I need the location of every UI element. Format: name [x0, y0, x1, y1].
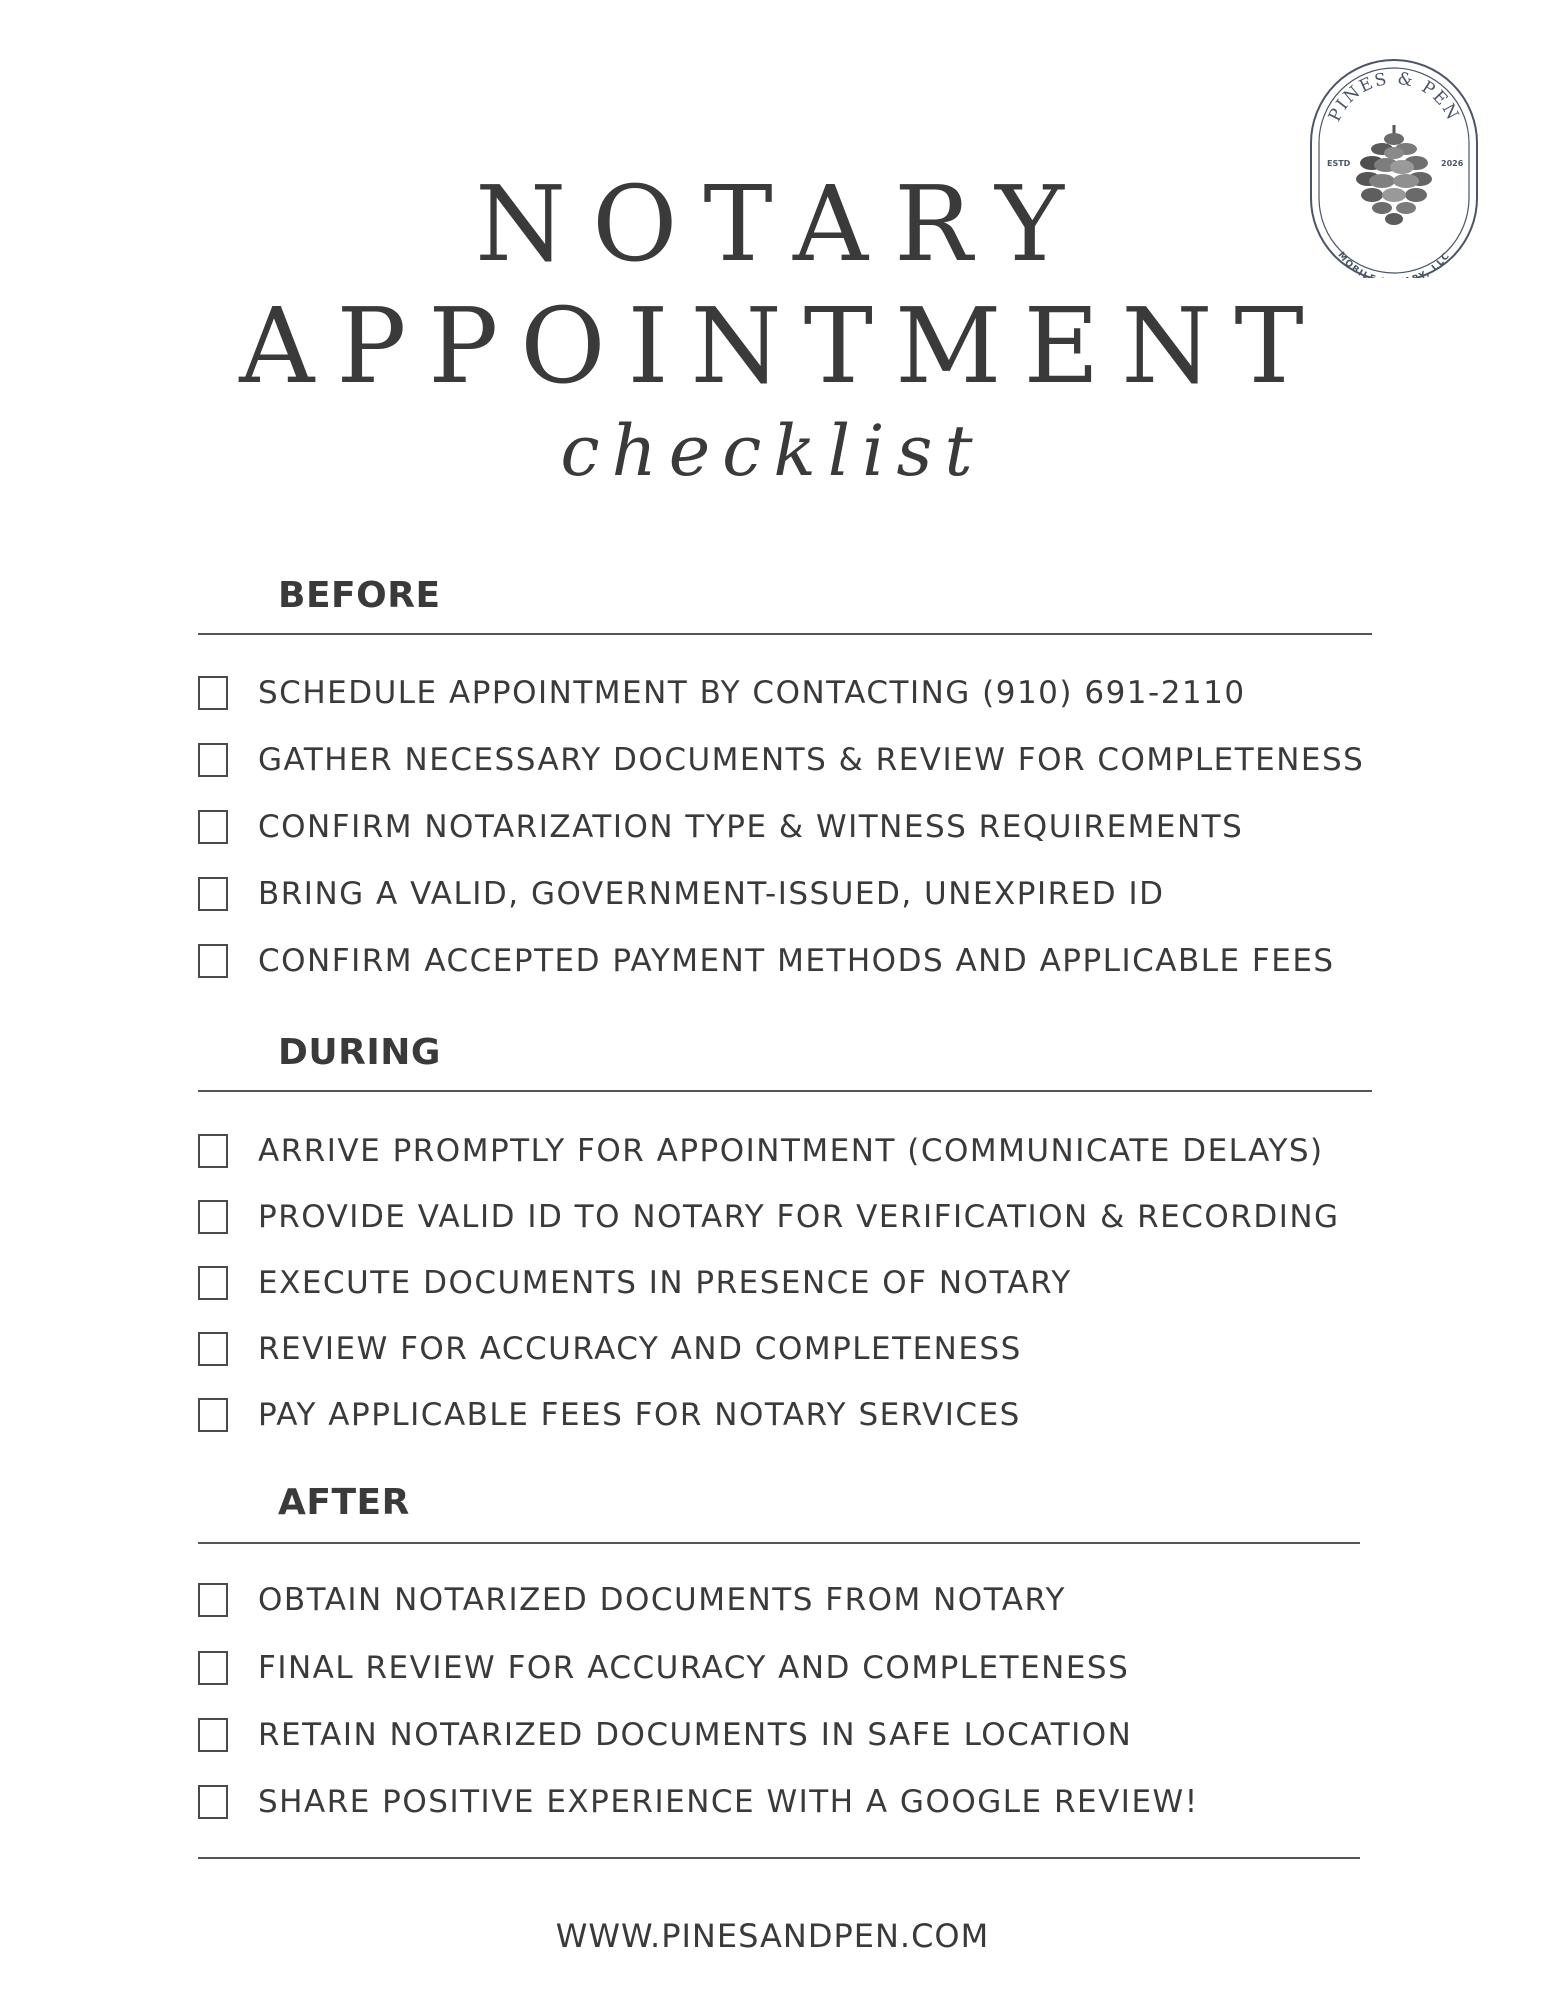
checklist-item-label: ARRIVE PROMPTLY FOR APPOINTMENT (COMMUNICATE DELAYS)	[258, 1132, 1324, 1169]
checklist-item[interactable]	[198, 673, 1246, 713]
checkbox[interactable]	[198, 1332, 228, 1366]
checklist-item[interactable]	[198, 807, 1243, 847]
checkbox[interactable]	[198, 676, 228, 710]
checklist-item-label: PROVIDE VALID ID TO NOTARY FOR VERIFICATION & RECORDING	[258, 1198, 1340, 1235]
divider-before	[198, 633, 1372, 635]
checklist-item-label: SCHEDULE APPOINTMENT BY CONTACTING (910) 691-2110	[258, 674, 1246, 711]
checkbox[interactable]	[198, 1398, 228, 1432]
checklist-item-label: OBTAIN NOTARIZED DOCUMENTS FROM NOTARY	[258, 1581, 1066, 1618]
checklist-item-label: BRING A VALID, GOVERNMENT-ISSUED, UNEXPIRED ID	[258, 875, 1165, 912]
checkbox[interactable]	[198, 1266, 228, 1300]
checklist-item-label: CONFIRM ACCEPTED PAYMENT METHODS AND APPLICABLE FEES	[258, 942, 1335, 979]
checklist-item-label: PAY APPLICABLE FEES FOR NOTARY SERVICES	[258, 1396, 1021, 1433]
checkbox[interactable]	[198, 1718, 228, 1752]
checklist-item[interactable]	[198, 941, 1335, 981]
checklist-item[interactable]	[198, 740, 1364, 780]
checklist-item-label: FINAL REVIEW FOR ACCURACY AND COMPLETENESS	[258, 1649, 1130, 1686]
logo-top-text: PINES & PEN	[1324, 68, 1464, 125]
checklist-item-label: REVIEW FOR ACCURACY AND COMPLETENESS	[258, 1330, 1022, 1367]
checklist-item[interactable]	[198, 1263, 1072, 1303]
checklist-item[interactable]	[198, 1197, 1340, 1237]
title-notary: NOTARY	[475, 163, 1090, 285]
section-heading-after: AFTER	[278, 1482, 410, 1523]
checkbox[interactable]	[198, 1651, 228, 1685]
checkbox[interactable]	[198, 1200, 228, 1234]
checklist-item[interactable]	[198, 1648, 1129, 1688]
title-appointment: APPOINTMENT	[239, 285, 1326, 407]
logo-bottom-text: MOBIL Y, LLC	[1335, 250, 1453, 278]
title-checklist: checklist	[560, 410, 985, 492]
checklist-item[interactable]	[198, 874, 1164, 914]
website-footer[interactable]: WWW.PINESANDPEN.COM	[555, 1917, 990, 1955]
svg-text:PINES & PEN	[1325, 69, 1463, 125]
checklist-item[interactable]	[198, 1580, 1066, 1620]
checkbox[interactable]	[198, 1583, 228, 1617]
checklist-item-label: SHARE POSITIVE EXPERIENCE WITH A GOOGLE REVIEW!	[258, 1783, 1199, 1820]
checkbox[interactable]	[198, 944, 228, 978]
logo-left-text: ESTD	[1327, 159, 1351, 168]
checklist-item[interactable]	[198, 1329, 1022, 1369]
divider-footer	[198, 1857, 1360, 1859]
checklist-item[interactable]	[198, 1715, 1132, 1755]
section-heading-before: BEFORE	[278, 575, 441, 616]
checkbox[interactable]	[198, 1134, 228, 1168]
divider-after	[198, 1542, 1360, 1544]
checklist-item-label: RETAIN NOTARIZED DOCUMENTS IN SAFE LOCATION	[258, 1716, 1133, 1753]
checkbox[interactable]	[198, 877, 228, 911]
checklist-item-label: GATHER NECESSARY DOCUMENTS & REVIEW FOR COMPLETENESS	[258, 741, 1365, 778]
checklist-item-label: CONFIRM NOTARIZATION TYPE & WITNESS REQUIREMENTS	[258, 808, 1244, 845]
checklist-item[interactable]	[198, 1131, 1324, 1171]
logo-right-text: 2026	[1441, 159, 1464, 168]
checkbox[interactable]	[198, 743, 228, 777]
checkbox[interactable]	[198, 810, 228, 844]
checklist-item[interactable]	[198, 1782, 1199, 1822]
checkbox[interactable]	[198, 1785, 228, 1819]
checklist-item-label: EXECUTE DOCUMENTS IN PRESENCE OF NOTARY	[258, 1264, 1072, 1301]
checklist-item[interactable]	[198, 1395, 1021, 1435]
section-heading-during: DURING	[278, 1032, 441, 1073]
divider-during	[198, 1090, 1372, 1092]
